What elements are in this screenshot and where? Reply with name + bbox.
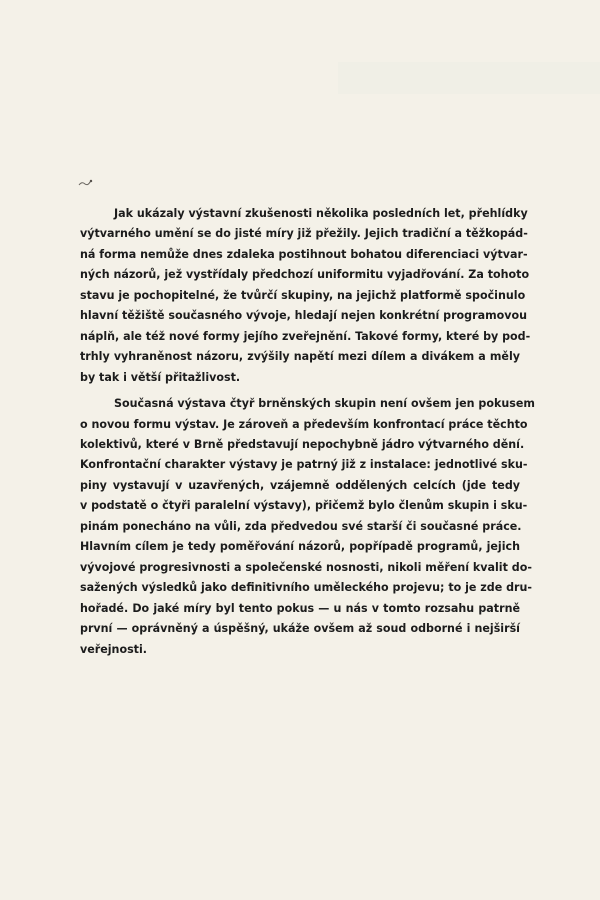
text-line: veřejnosti. [80,642,147,656]
text-line: hořadé. Do jaké míry byl tento pokus — u nás v tomto rozsahu patrně [80,601,520,615]
text-line: piny vystavují v uzavřených, vzájemně oddělených celcích (jde tedy [80,478,520,492]
bleed-through-mark [338,62,600,94]
text-line: sažených výsledků jako definitivního uměleckého projevu; to je zde dru- [80,581,532,595]
text-line: ná forma nemůže dnes zdaleka postihnout bohatou diferenciaci výtvar- [80,247,528,261]
text-line: první — oprávněný a úspěšný, ukáže ovšem až soud odborné i nejširší [80,622,520,636]
paragraph-1 [80,204,531,388]
text-line: kolektivů, které v Brně představují nepochybně jádro výtvarného dění. [80,437,525,451]
paragraph-2 [80,394,535,660]
text-line: hlavní těžiště současného vývoje, hledají nejen konkrétní programovou [80,309,527,323]
text-line: by tak i větší přitažlivost. [80,370,241,384]
text-line: trhly vyhraněnost názoru, zvýšily napětí mezi dílem a divákem a měly [80,350,520,364]
text-line: pinám ponecháno na vůli, zda předvedou své starší či současné práce. [80,519,522,533]
text-line: stavu je pochopitelné, že tvůrčí skupiny, na jejichž platformě spočinulo [80,288,526,302]
text-line: Hlavním cílem je tedy poměřování názorů, popřípadě programů, jejich [80,540,520,554]
text-line: vývojové progresivnosti a společenské nosnosti, nikoli měření kvalit do- [80,560,532,574]
text-line: v podstatě o čtyři paralelní výstavy), přičemž bylo členům skupin i sku- [80,499,528,513]
text-line: o novou formu výstav. Je zároveň a především konfrontací práce těchto [80,417,528,431]
body-text [80,204,535,660]
text-line: Konfrontační charakter výstavy je patrný již z instalace: jednotlivé sku- [80,458,528,472]
text-line: náplň, ale též nové formy jejího zveřejnění. Takové formy, které by pod- [80,329,531,343]
ink-speck [77,178,95,188]
text-line: výtvarného umění se do jisté míry již přežily. Jejich tradiční a těžkopád- [80,227,528,241]
text-line: Jak ukázaly výstavní zkušenosti několika posledních let, přehlídky [114,207,528,220]
text-line: ných názorů, jež vystřídaly předchozí uniformitu vyjadřování. Za tohoto [80,268,530,282]
text-line: Současná výstava čtyř brněnských skupin není ovšem jen pokusem [114,397,535,411]
